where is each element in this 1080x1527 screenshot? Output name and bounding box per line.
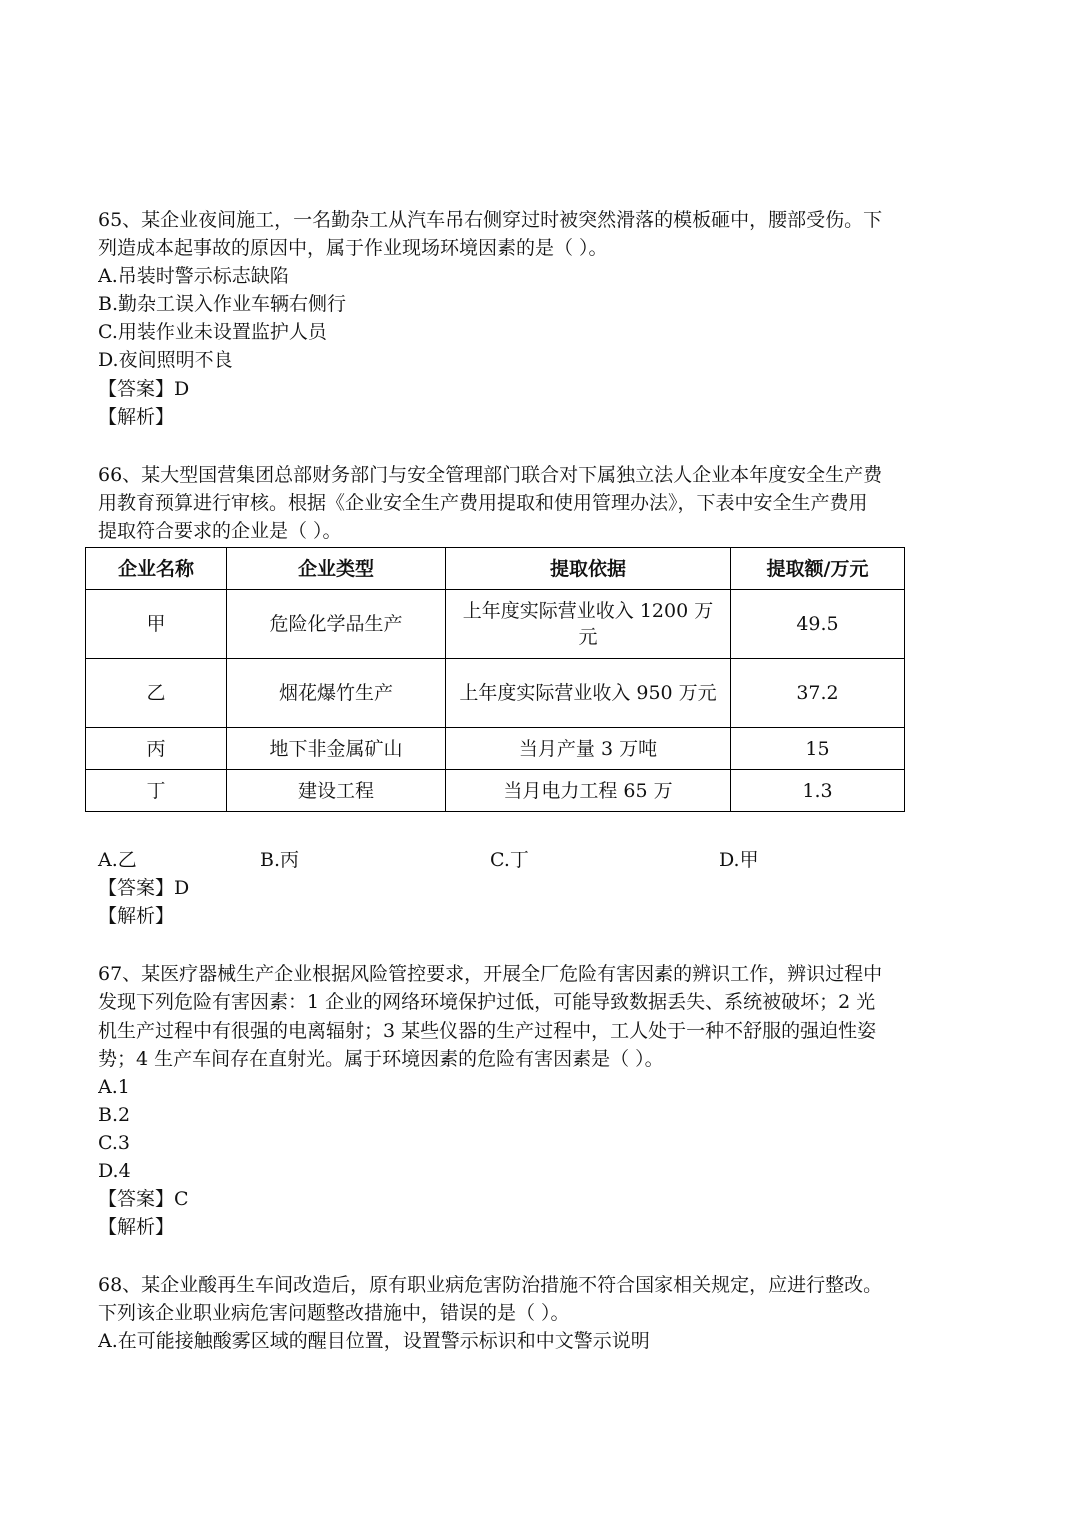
- q68-stem-line-2: 下列该企业职业病危害问题整改措施中，错误的是（ ）。: [98, 1302, 570, 1324]
- q66-stem-line-2: 用教育预算进行审核。根据《企业安全生产费用提取和使用管理办法》，下表中安全生产费用: [98, 492, 868, 514]
- q66-option-b: B.丙: [260, 849, 300, 871]
- q65-option-a: A.吊装时警示标志缺陷: [98, 265, 289, 287]
- q66-option-c: C.丁: [490, 849, 529, 871]
- table-header-row: [86, 548, 905, 590]
- cell-basis: 上年度实际营业收入 1200 万元: [446, 590, 731, 659]
- cell-amount: 1.3: [731, 770, 905, 812]
- q66-stem-line-1: 66、某大型国营集团总部财务部门与安全管理部门联合对下属独立法人企业本年度安全生产费: [98, 464, 883, 486]
- q68-option-a: A.在可能接触酸雾区域的醒目位置，设置警示标识和中文警示说明: [98, 1330, 650, 1352]
- cell-type: 危险化学品生产: [227, 590, 446, 659]
- cell-amount: 37.2: [731, 659, 905, 728]
- q67-stem-line-2: 发现下列危险有害因素：1 企业的网络环境保护过低，可能导致数据丢失、系统被破坏；2 光: [98, 991, 876, 1013]
- q66-stem-line-3: 提取符合要求的企业是（ ）。: [98, 520, 342, 542]
- q65-analysis: 【解析】: [98, 406, 175, 428]
- q65-option-d: D.夜间照明不良: [98, 349, 233, 371]
- q65-stem-line-1: 65、某企业夜间施工，一名勤杂工从汽车吊右侧穿过时被突然滑落的模板砸中，腰部受伤。下: [98, 209, 883, 231]
- q67-stem-line-1: 67、某医疗器械生产企业根据风险管控要求，开展全厂危险有害因素的辨识工作，辨识过程中: [98, 963, 883, 985]
- q67-option-a: A.1: [98, 1076, 130, 1098]
- header-amount: 提取额/万元: [731, 548, 905, 590]
- q67-stem-line-4: 势；4 生产车间存在直射光。属于环境因素的危险有害因素是（ ）。: [98, 1048, 664, 1070]
- q68-stem-line-1: 68、某企业酸再生车间改造后，原有职业病危害防治措施不符合国家相关规定，应进行整改。: [98, 1274, 883, 1296]
- cell-name: 丙: [86, 728, 227, 770]
- q67-stem-line-3: 机生产过程中有很强的电离辐射；3 某些仪器的生产过程中，工人处于一种不舒服的强迫性姿: [98, 1020, 877, 1042]
- cell-basis: 当月电力工程 65 万: [446, 770, 731, 812]
- q66-answer: 【答案】D: [98, 877, 190, 899]
- table-row: [86, 659, 905, 728]
- q67-option-d: D.4: [98, 1160, 131, 1182]
- header-enterprise-type: 企业类型: [227, 548, 446, 590]
- cell-type: 地下非金属矿山: [227, 728, 446, 770]
- q66-option-d: D.甲: [719, 849, 759, 871]
- cell-basis: 当月产量 3 万吨: [446, 728, 731, 770]
- cell-name: 甲: [86, 590, 227, 659]
- header-basis: 提取依据: [446, 548, 731, 590]
- fee-table: [85, 547, 905, 812]
- q65-stem-line-2: 列造成本起事故的原因中，属于作业现场环境因素的是（ ）。: [98, 237, 608, 259]
- q67-answer: 【答案】C: [98, 1188, 189, 1210]
- q65-option-c: C.用装作业未设置监护人员: [98, 321, 327, 343]
- cell-name: 丁: [86, 770, 227, 812]
- q66-option-a: A.乙: [98, 849, 137, 871]
- cell-amount: 49.5: [731, 590, 905, 659]
- cell-basis: 上年度实际营业收入 950 万元: [446, 659, 731, 728]
- q67-option-c: C.3: [98, 1132, 130, 1154]
- q67-option-b: B.2: [98, 1104, 131, 1126]
- header-enterprise-name: 企业名称: [86, 548, 227, 590]
- q66-analysis: 【解析】: [98, 905, 175, 927]
- cell-type: 建设工程: [227, 770, 446, 812]
- q65-option-b: B.勤杂工误入作业车辆右侧行: [98, 293, 347, 315]
- q67-analysis: 【解析】: [98, 1216, 175, 1238]
- table-row: [86, 770, 905, 812]
- table-row: [86, 590, 905, 659]
- cell-name: 乙: [86, 659, 227, 728]
- table-row: [86, 728, 905, 770]
- cell-type: 烟花爆竹生产: [227, 659, 446, 728]
- q65-answer: 【答案】D: [98, 378, 190, 400]
- cell-amount: 15: [731, 728, 905, 770]
